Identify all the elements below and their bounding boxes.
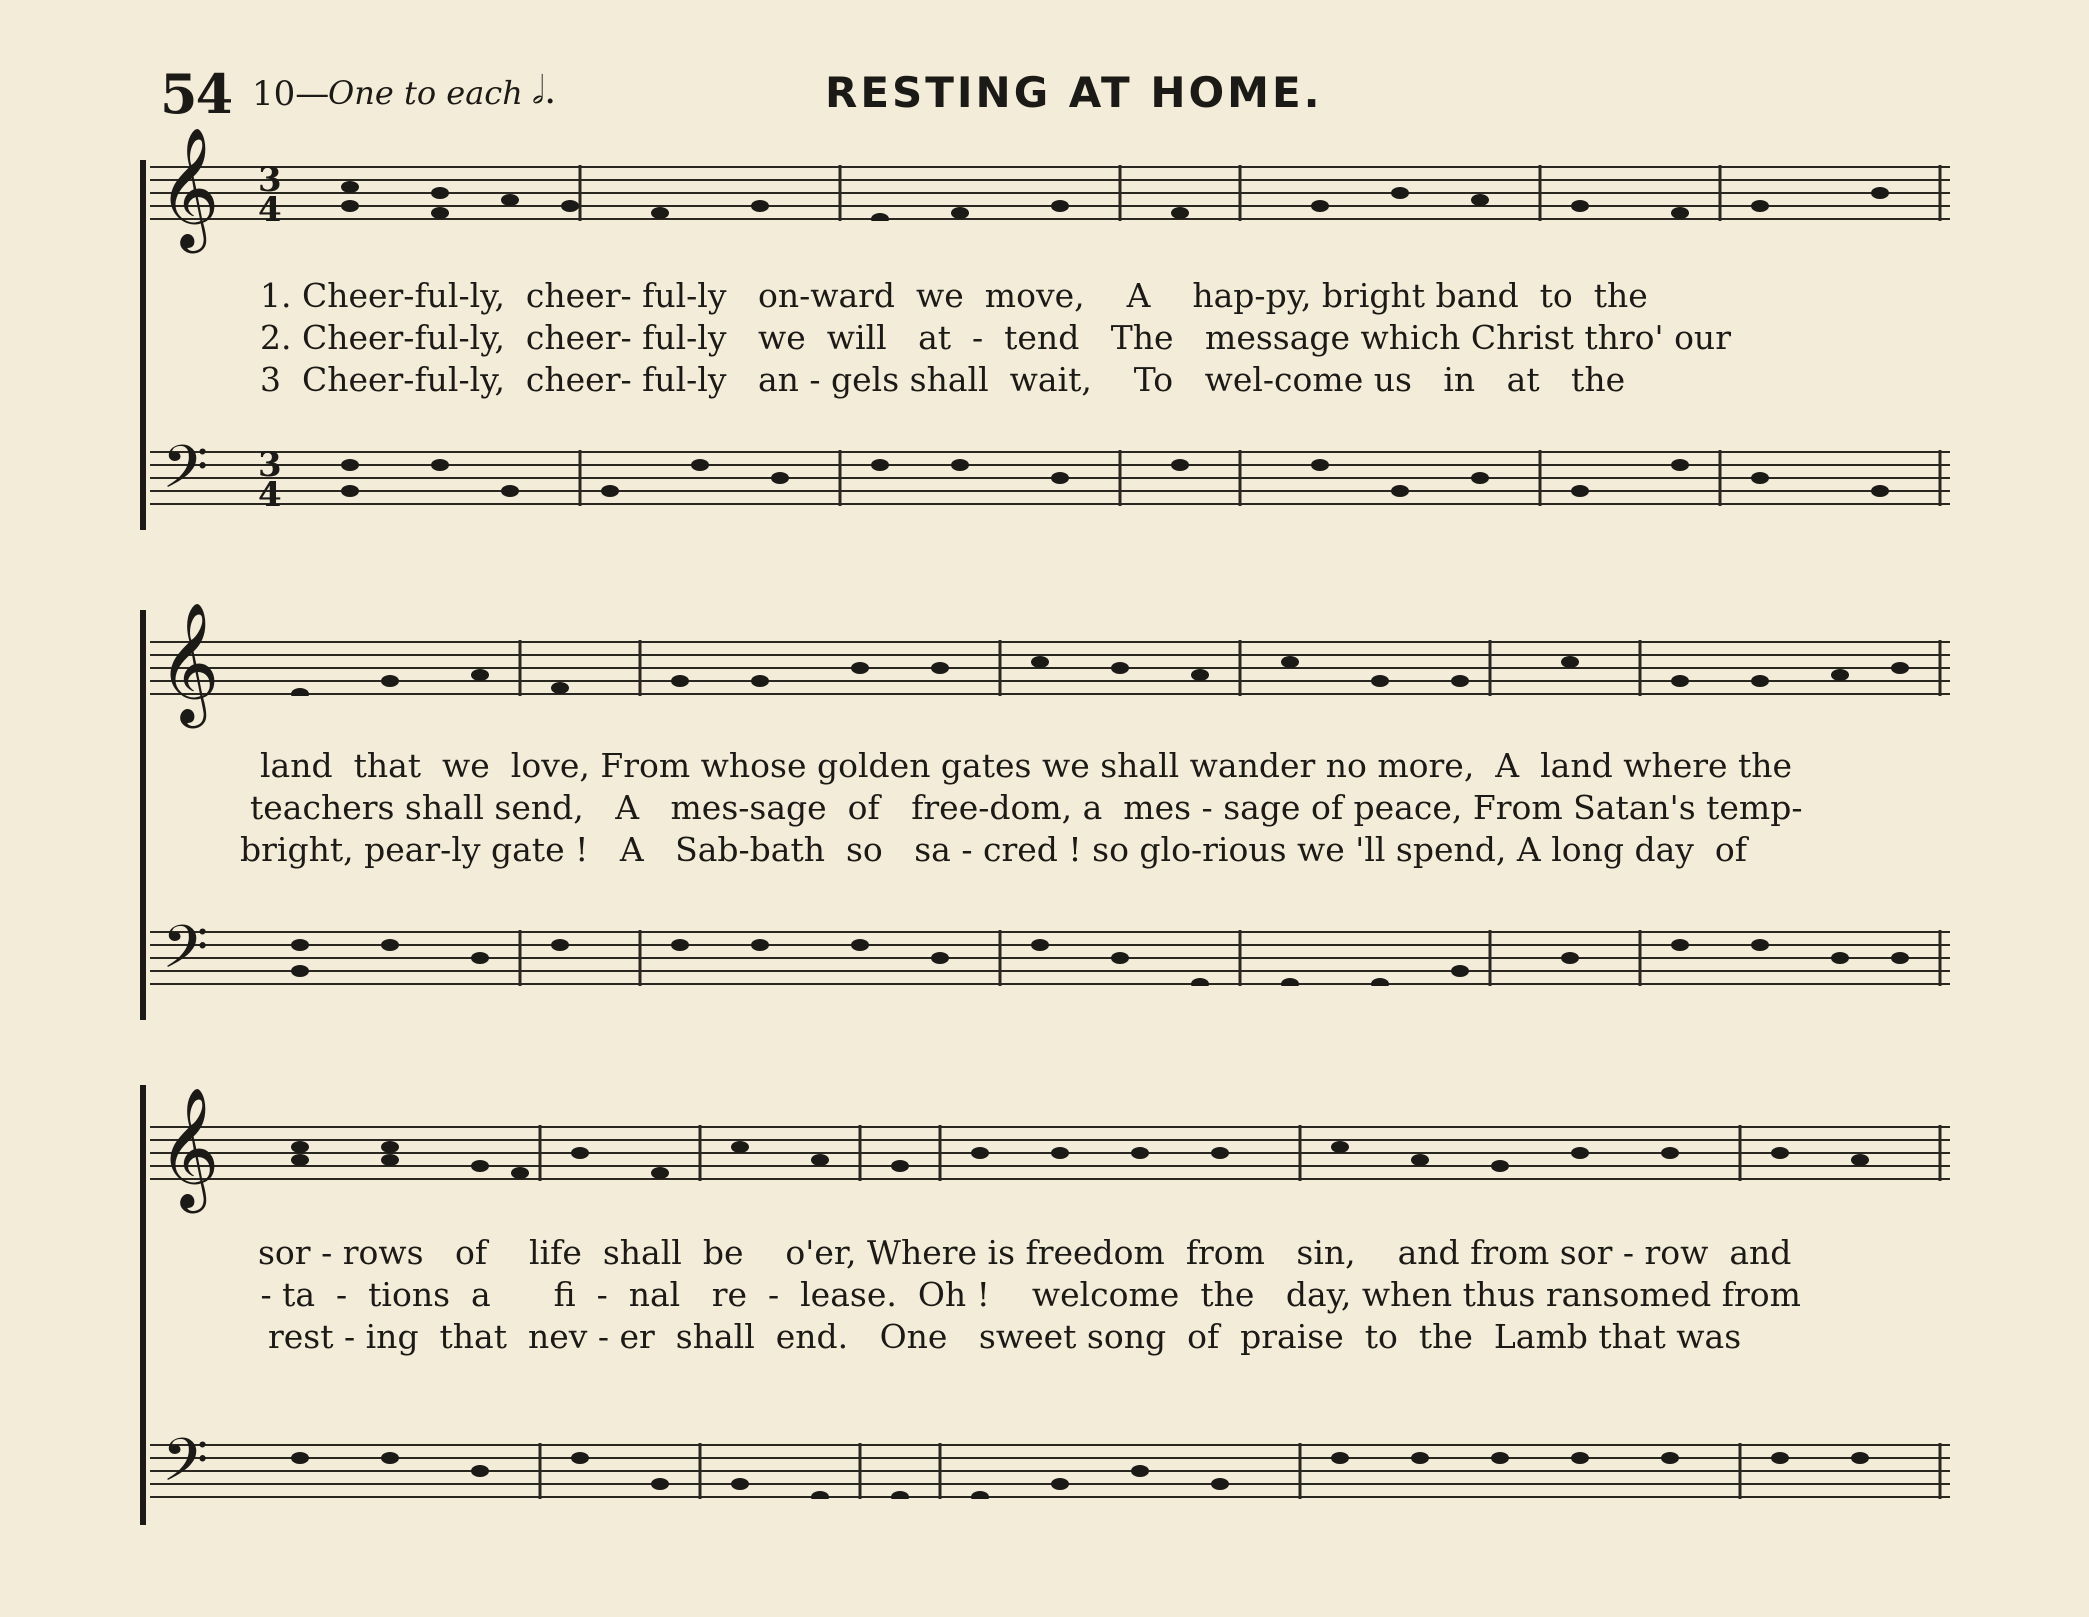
treble-staff-lines bbox=[140, 165, 1950, 221]
bass-clef-icon: 𝄢 bbox=[162, 432, 209, 516]
bass-staff-lines bbox=[140, 1443, 1950, 1499]
lyric-verse-1: sor - rows of life shall be o'er, Where is freedom from sin, and from sor - row and bbox=[258, 1233, 1792, 1272]
treble-staff bbox=[140, 601, 1950, 723]
time-signature: 3 4 bbox=[258, 445, 282, 515]
lyric-verse-2: - ta - tions a fi - nal re - lease. Oh ! welcome the day, when thus ransomed from bbox=[250, 1275, 1801, 1314]
time-signature: 3 4 bbox=[258, 160, 282, 230]
music-system-1 bbox=[140, 126, 1950, 540]
treble-clef-icon: 𝄞 bbox=[158, 1086, 220, 1208]
lyric-verse-3: 3 Cheer-ful-ly, cheer- ful-ly an - gels shall wait, To wel-come us in at the bbox=[260, 360, 1626, 399]
lyric-verse-1: 1. Cheer-ful-ly, cheer- ful-ly on-ward we move, A hap-py, bright band to the bbox=[260, 276, 1648, 315]
lyric-verse-3: bright, pear-ly gate ! A Sab-bath so sa - cred ! so glo-rious we 'll spend, A long day of bbox=[240, 830, 1747, 869]
treble-clef-icon: 𝄞 bbox=[158, 601, 220, 723]
lyric-verse-2: teachers shall send, A mes-sage of free-dom, a mes - sage of peace, From Satan's temp- bbox=[250, 788, 1803, 827]
page-header bbox=[160, 62, 2029, 126]
page-number: 54 bbox=[160, 62, 232, 126]
lyric-verse-3: rest - ing that nev - er shall end. One sweet song of praise to the Lamb that was bbox=[268, 1317, 1742, 1356]
music-system-2 bbox=[140, 601, 1950, 1030]
bass-clef-icon: 𝄢 bbox=[162, 912, 209, 996]
lyric-verse-2: 2. Cheer-ful-ly, cheer- ful-ly we will at - tend The message which Christ thro' our bbox=[260, 318, 1731, 357]
tempo-marking: 10— bbox=[252, 74, 330, 114]
treble-staff bbox=[140, 126, 1950, 248]
bass-staff-lines bbox=[140, 930, 1950, 986]
bass-staff-lines bbox=[140, 450, 1950, 506]
dotted-half-note-icon: 𝅗𝅥. bbox=[532, 68, 557, 112]
treble-staff-lines bbox=[140, 640, 1950, 696]
bass-clef-icon: 𝄢 bbox=[162, 1425, 209, 1509]
tempo-text: One to each bbox=[328, 74, 523, 112]
treble-staff-lines bbox=[140, 1125, 1950, 1181]
bass-staff bbox=[140, 912, 1950, 996]
hymn-title: RESTING AT HOME. bbox=[825, 68, 1323, 117]
bass-staff bbox=[140, 432, 1950, 516]
treble-staff bbox=[140, 1086, 1950, 1208]
music-system-3 bbox=[140, 1085, 1950, 1535]
treble-clef-icon: 𝄞 bbox=[158, 126, 220, 248]
bass-staff bbox=[140, 1425, 1950, 1509]
lyric-verse-1: land that we love, From whose golden gates we shall wander no more, A land where the bbox=[260, 746, 1793, 785]
